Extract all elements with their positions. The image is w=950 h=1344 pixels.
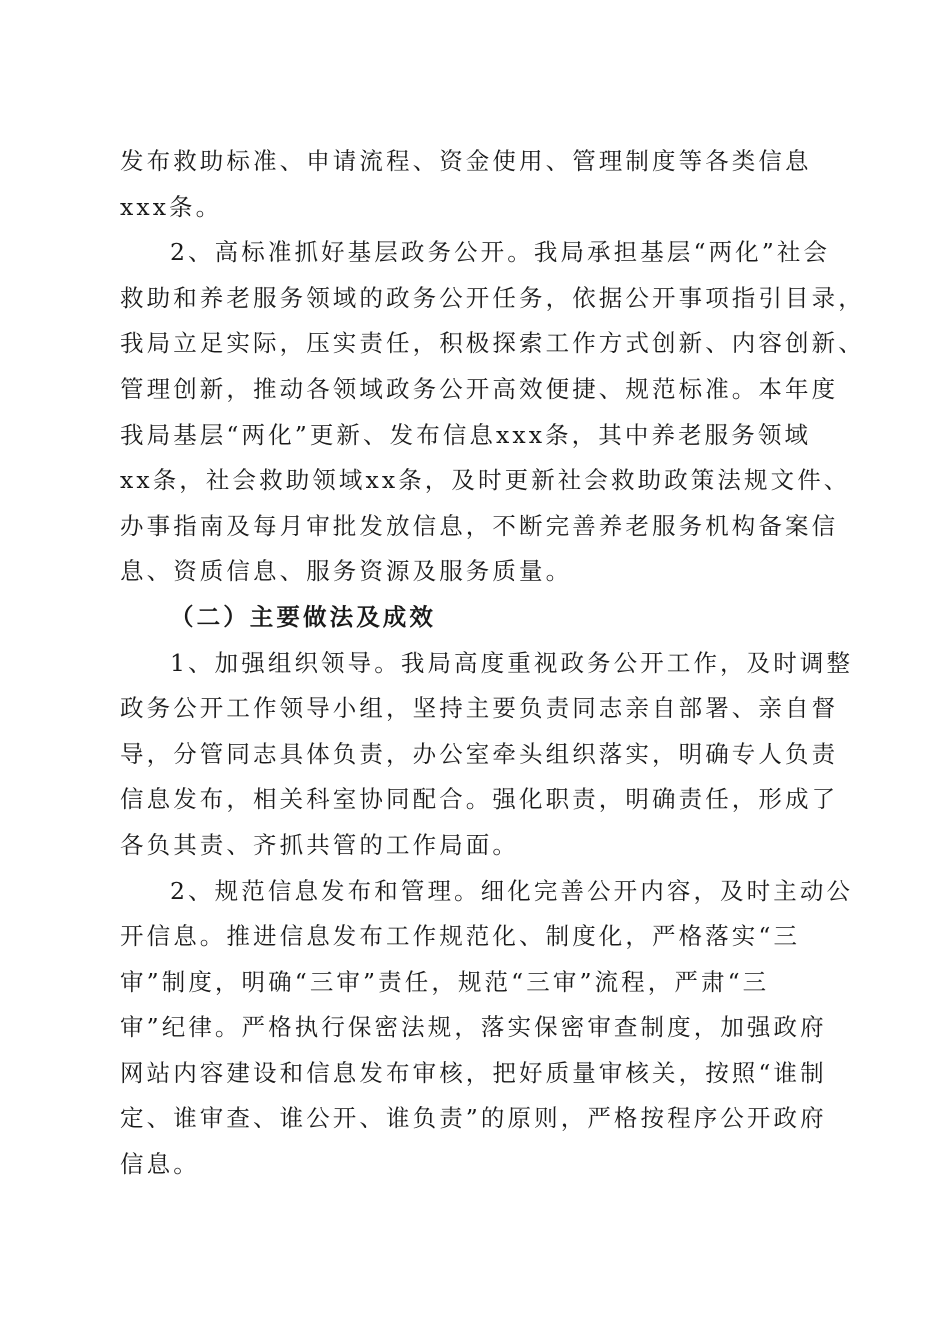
text-line: 导，分管同志具体负责，办公室牵头组织落实，明确专人负责 [120, 739, 839, 768]
text-line: xx条，社会救助领域xx条，及时更新社会救助政策法规文件、 [120, 466, 851, 495]
paragraph-start-line: 1、加强组织领导。我局高度重视政务公开工作，及时调整 [170, 648, 854, 677]
text-line: 网站内容建设和信息发布审核，把好质量审核关，按照“谁制 [120, 1058, 827, 1087]
text-line: 我局基层“两化”更新、发布信息xxx条，其中养老服务领域 [120, 420, 812, 449]
text-line: xxx条。 [120, 192, 223, 221]
text-line: 开信息。推进信息发布工作规范化、制度化，严格落实“三 [120, 922, 801, 951]
text-line: 审”制度，明确“三审”责任，规范“三审”流程，严肃“三 [120, 967, 770, 996]
section-heading: （二）主要做法及成效 [170, 602, 436, 631]
paragraph-start-line: 2、高标准抓好基层政务公开。我局承担基层“两化”社会 [170, 238, 831, 267]
text-line: 信息。 [120, 1150, 200, 1179]
text-line: 我局立足实际，压实责任，积极探索工作方式创新、内容创新、 [120, 329, 865, 358]
text-line: 各负其责、齐抓共管的工作局面。 [120, 830, 519, 859]
text-line: 定、谁审查、谁公开、谁负责”的原则，严格按程序公开政府 [120, 1104, 827, 1133]
text-line: 救助和养老服务领域的政务公开任务，依据公开事项指引目录， [120, 283, 865, 312]
text-line: 息、资质信息、服务资源及服务质量。 [120, 557, 573, 586]
text-line: 管理创新，推动各领域政务公开高效便捷、规范标准。本年度 [120, 374, 839, 403]
text-line: 政务公开工作领导小组，坚持主要负责同志亲自部署、亲自督 [120, 694, 839, 723]
paragraph-start-line: 2、规范信息发布和管理。细化完善公开内容，及时主动公 [170, 876, 854, 905]
text-line: 信息发布，相关科室协同配合。强化职责，明确责任，形成了 [120, 785, 839, 814]
body-text [120, 139, 865, 1188]
text-line: 办事指南及每月审批发放信息，不断完善养老服务机构备案信 [120, 511, 839, 540]
text-line: 审”纪律。严格执行保密法规，落实保密审查制度，加强政府 [120, 1013, 827, 1042]
text-line: 发布救助标准、申请流程、资金使用、管理制度等各类信息 [120, 147, 812, 175]
